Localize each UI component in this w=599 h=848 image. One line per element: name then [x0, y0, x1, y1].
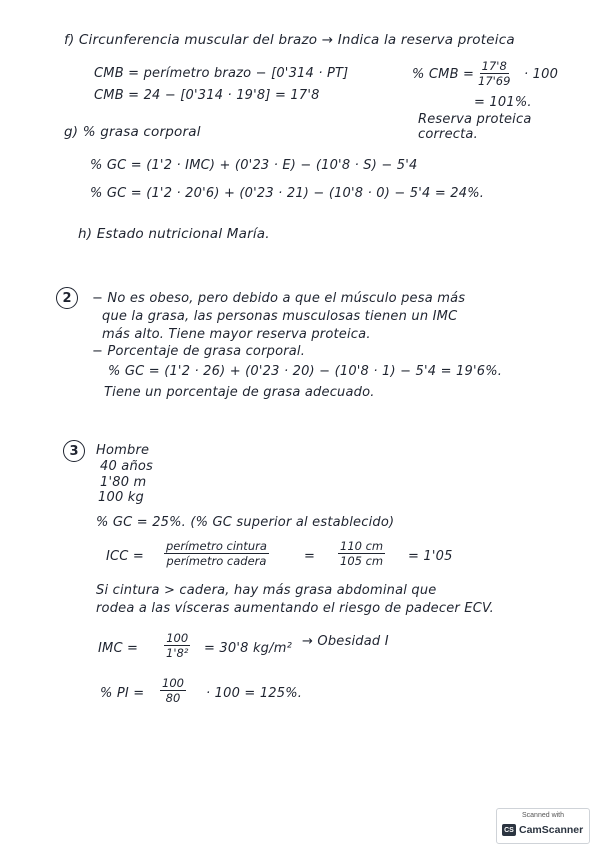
reserve-note-line-2: correcta.	[418, 127, 478, 142]
gc-calculation: % GC = (1'2 · 20'6) + (0'23 · 21) − (10'8 · 0) − 5'4 = 24%.	[90, 186, 485, 201]
cmb-percent-denominator: 17'69	[478, 74, 511, 88]
patient-height: 1'80 m	[100, 475, 147, 490]
exercise-2-number: 2	[56, 287, 78, 309]
icc-result: = 1'05	[408, 549, 453, 564]
cmb-formula: CMB = perímetro brazo − [0'314 · PT]	[94, 66, 349, 81]
ex2-gc-calculation: % GC = (1'2 · 26) + (0'23 · 20) − (10'8 · 1) − 5'4 = 19'6%.	[108, 364, 503, 379]
gc-formula: % GC = (1'2 · IMC) + (0'23 · E) − (10'8 · S) − 5'4	[90, 158, 418, 173]
icc-value-denominator: 105 cm	[340, 554, 384, 568]
camscanner-watermark	[496, 808, 590, 844]
imc-classification: → Obesidad I	[302, 634, 389, 649]
ex2-line-1: − No es obeso, pero debido a que el músculo pesa más	[92, 291, 466, 306]
pi-numerator: 100	[162, 676, 184, 690]
ex3-text-line-1: Si cintura > cadera, hay más grasa abdominal que	[96, 583, 437, 598]
icc-fraction	[164, 539, 269, 568]
cmb-percent-numerator: 17'8	[481, 59, 507, 73]
camscanner-logo-icon: CS	[502, 824, 516, 836]
section-h-heading: h) Estado nutricional María.	[78, 226, 270, 242]
imc-numerator: 100	[166, 631, 189, 645]
cmb-percent-fraction	[476, 59, 512, 88]
pi-denominator: 80	[165, 691, 181, 705]
ex2-line-4: − Porcentaje de grasa corporal.	[92, 344, 306, 359]
ex2-conclusion: Tiene un porcentaje de grasa adecuado.	[104, 385, 375, 400]
patient-age: 40 años	[100, 459, 154, 474]
icc-numerator: perímetro cintura	[166, 539, 267, 553]
icc-label: ICC =	[106, 549, 145, 564]
ex2-line-2: que la grasa, las personas musculosas tienen un IMC	[102, 309, 458, 324]
icc-denominator: perímetro cadera	[166, 554, 267, 568]
scanned-with-label: Scanned with	[521, 812, 565, 819]
exercise-3-number: 3	[63, 440, 85, 462]
imc-label: IMC =	[98, 641, 139, 656]
cmb-percent-label: % CMB =	[412, 67, 475, 82]
section-f-heading: f) Circunferencia muscular del brazo → Indica la reserva proteica	[64, 32, 515, 48]
imc-denominator: 1'8²	[166, 646, 189, 660]
cmb-percent-multiplier: · 100	[524, 67, 559, 82]
reserve-note-line-1: Reserva proteica	[418, 112, 532, 127]
camscanner-brand	[502, 824, 583, 836]
cmb-percent-result: = 101%.	[474, 95, 532, 110]
ex3-gc-line: % GC = 25%. (% GC superior al establecido)	[96, 515, 395, 530]
ex2-line-3: más alto. Tiene mayor reserva proteica.	[102, 327, 371, 342]
section-g-heading: g) % grasa corporal	[64, 124, 201, 140]
icc-equals: =	[304, 549, 316, 564]
imc-result: = 30'8 kg/m²	[204, 641, 292, 656]
icc-value-fraction	[338, 539, 385, 568]
patient-weight: 100 kg	[98, 490, 144, 505]
pi-fraction	[160, 676, 186, 705]
imc-fraction	[164, 631, 190, 660]
patient-sex: Hombre	[96, 443, 150, 458]
cmb-calculation: CMB = 24 − [0'314 · 19'8] = 17'8	[94, 88, 320, 103]
pi-label: % PI =	[100, 686, 145, 701]
icc-value-numerator: 110 cm	[340, 539, 384, 553]
ex3-text-line-2: rodea a las vísceras aumentando el riesgo de padecer ECV.	[96, 601, 494, 616]
pi-result: · 100 = 125%.	[206, 686, 303, 701]
camscanner-name: CamScanner	[519, 824, 584, 836]
